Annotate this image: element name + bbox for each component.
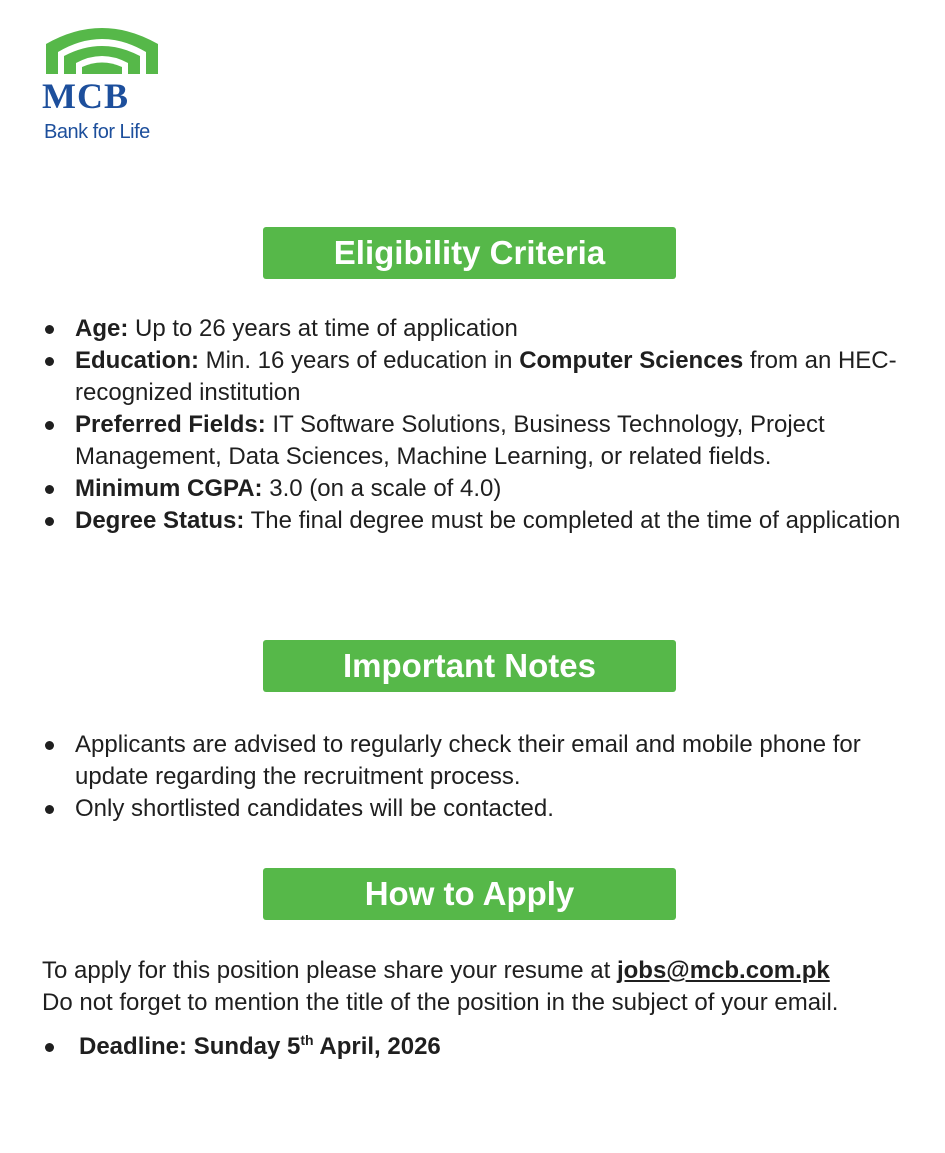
preferred-fields-text: IT Software Solutions, Business Technology, Project Management, Data Sciences, Machine Learning, or related fields. (75, 411, 825, 470)
deadline-ordinal: th (300, 1032, 314, 1048)
notes-list (42, 729, 904, 825)
mcb-logo (42, 18, 167, 143)
list-item-age (42, 313, 904, 345)
logo-tagline: Bank for Life (44, 121, 150, 143)
note-item: Only shortlisted candidates will be contacted. (42, 793, 904, 825)
eligibility-list (42, 313, 904, 537)
apply-line-2: Do not forget to mention the title of the position in the subject of your email. (42, 989, 839, 1016)
degree-status-label: Degree Status: (75, 507, 245, 534)
deadline-prefix: Deadline: Sunday 5 (79, 1033, 301, 1060)
cgpa-text: 3.0 (on a scale of 4.0) (262, 475, 502, 502)
apply-instructions (42, 955, 912, 1019)
list-item-education (42, 345, 904, 409)
eligibility-heading: Eligibility Criteria (263, 227, 676, 279)
deadline-suffix: April, 2026 (313, 1033, 441, 1060)
cgpa-label: Minimum CGPA: (75, 475, 263, 502)
deadline (42, 1031, 441, 1063)
education-label: Education: (75, 347, 199, 374)
education-text: Min. 16 years of education in (199, 347, 520, 374)
notes-heading: Important Notes (263, 640, 676, 692)
logo-wordmark: MCB (42, 76, 129, 116)
age-label: Age: (75, 315, 129, 342)
list-item-preferred-fields (42, 409, 904, 473)
mcb-logo-arches-icon (42, 18, 162, 76)
degree-status-text: The final degree must be completed at the time of application (244, 507, 901, 534)
preferred-fields-label: Preferred Fields: (75, 411, 266, 438)
education-text-after: from an HEC-recognized institution (75, 347, 897, 406)
list-item-cgpa (42, 473, 904, 505)
apply-heading: How to Apply (263, 868, 676, 920)
email-link[interactable]: jobs@mcb.com.pk (616, 957, 830, 984)
list-item-degree-status (42, 505, 904, 537)
age-text: Up to 26 years at time of application (128, 315, 518, 342)
apply-line-1 (42, 955, 912, 987)
note-item: Applicants are advised to regularly check their email and mobile phone for update regarding the recruitment process. (42, 729, 904, 793)
education-emphasis: Computer Sciences (519, 347, 744, 374)
apply-line-1-text: To apply for this position please share your resume at (42, 957, 617, 984)
